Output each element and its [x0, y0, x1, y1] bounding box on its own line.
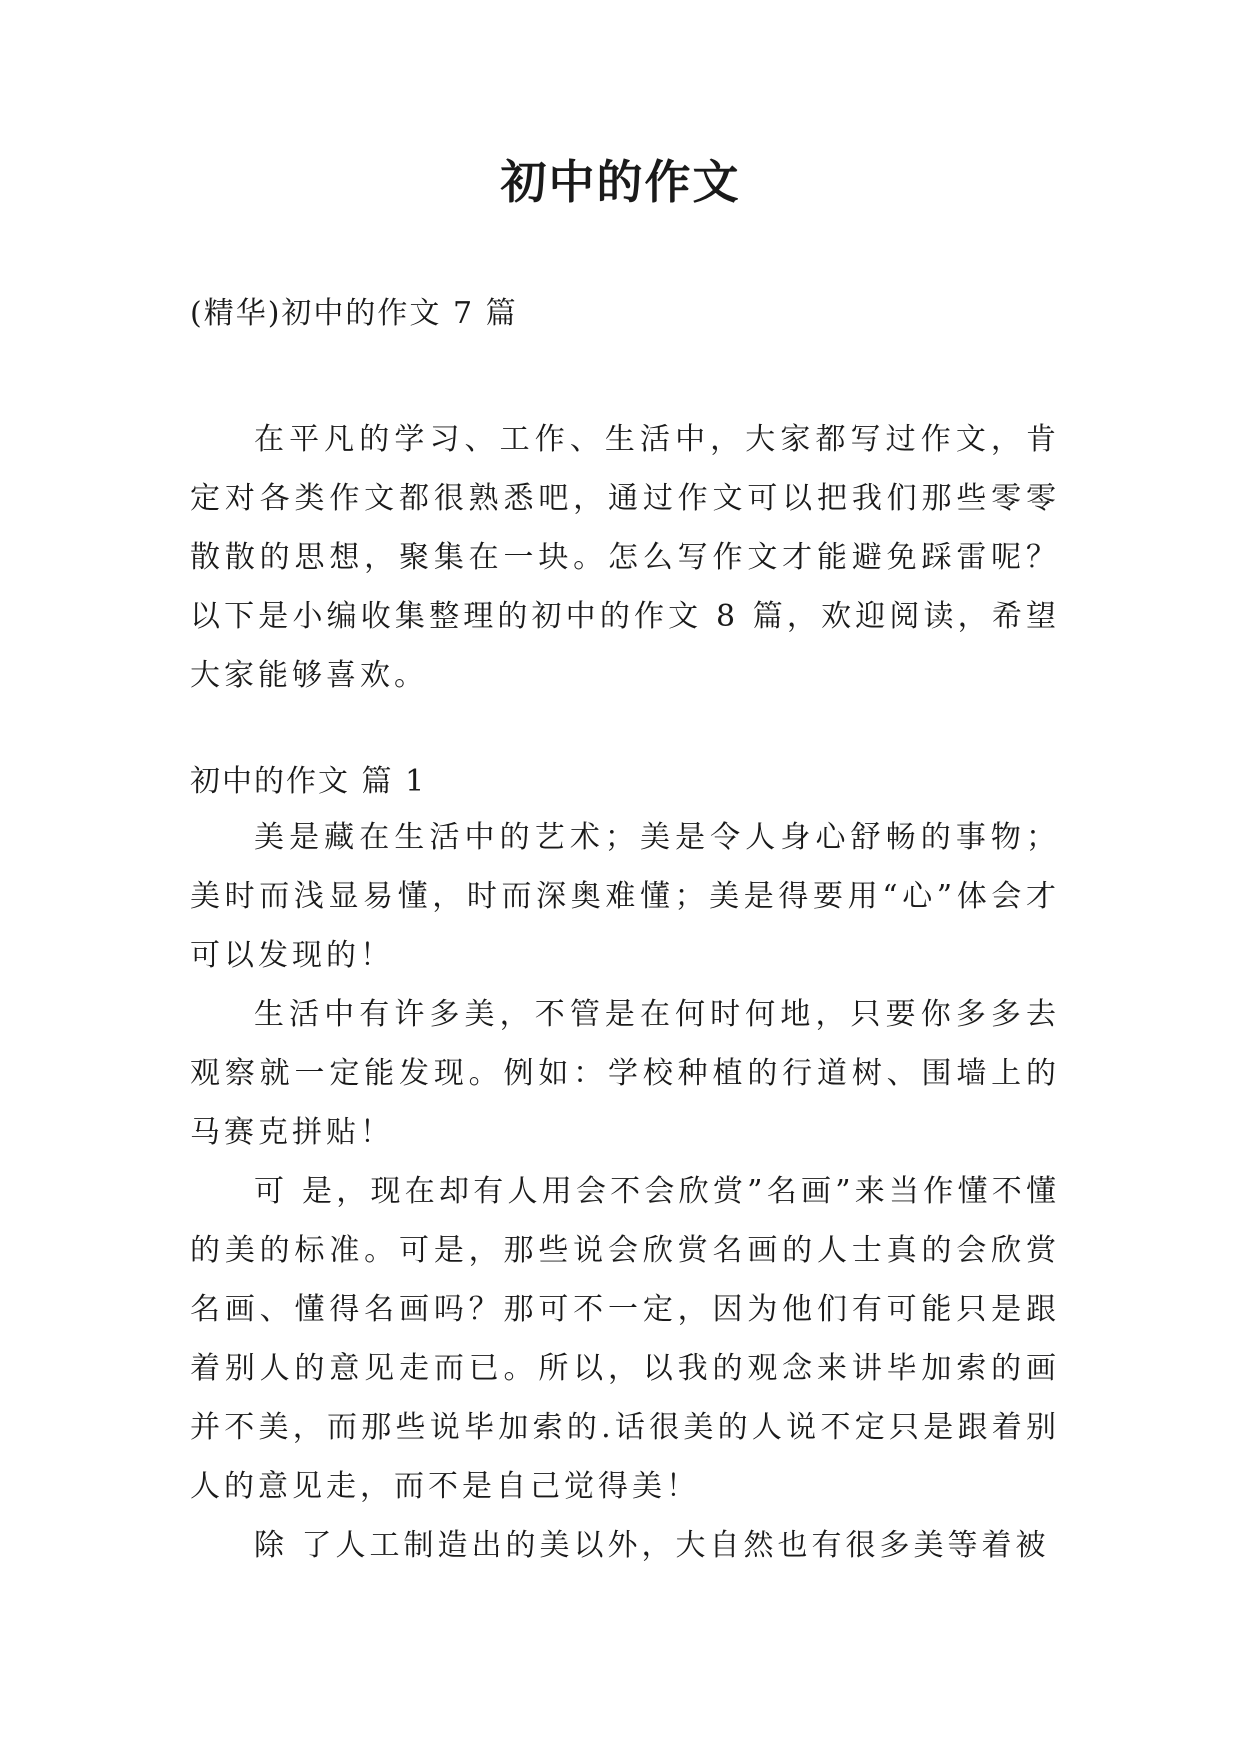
section-paragraph-4: 除 了人工制造出的美以外，大自然也有很多美等着被: [254, 1528, 1050, 1563]
section-heading: 初中的作文 篇 1: [190, 764, 427, 799]
section-body: [190, 808, 1060, 1575]
intro-paragraph: 在平凡的学习、工作、生活中，大家都写过作文，肯定对各类作文都很熟悉吧，通过作文可以把我们那些零零散散的思想，聚集在一块。怎么写作文才能避免踩雷呢？以下是小编收集整理的初中的作文 8 篇，欢迎阅读，希望大家能够喜欢。: [190, 422, 1060, 693]
section-paragraph-2: 生活中有许多美，不管是在何时何地，只要你多多去观察就一定能发现。例如：学校种植的行道树、围墙上的马赛克拼贴！: [190, 997, 1060, 1150]
section-paragraph-3: 可 是，现在却有人用会不会欣赏”名画”来当作懂不懂的美的标准。可是，那些说会欣赏名画的人士真的会欣赏名画、懂得名画吗？那可不一定，因为他们有可能只是跟着别人的意见走而已。所以，以我的观念来讲毕加索的画并不美，而那些说毕加索的.话很美的人说不定只是跟着别人的意见走，而不是自己觉得美！: [190, 1174, 1060, 1504]
intro-block: [190, 410, 1060, 705]
section-paragraph-1: 美是藏在生活中的艺术；美是令人身心舒畅的事物；美时而浅显易懂，时而深奥难懂；美是得要用“心”体会才可以发现的！: [190, 820, 1060, 973]
document-title: 初中的作文: [500, 155, 741, 209]
document-subtitle: (精华)初中的作文 7 篇: [190, 296, 518, 331]
